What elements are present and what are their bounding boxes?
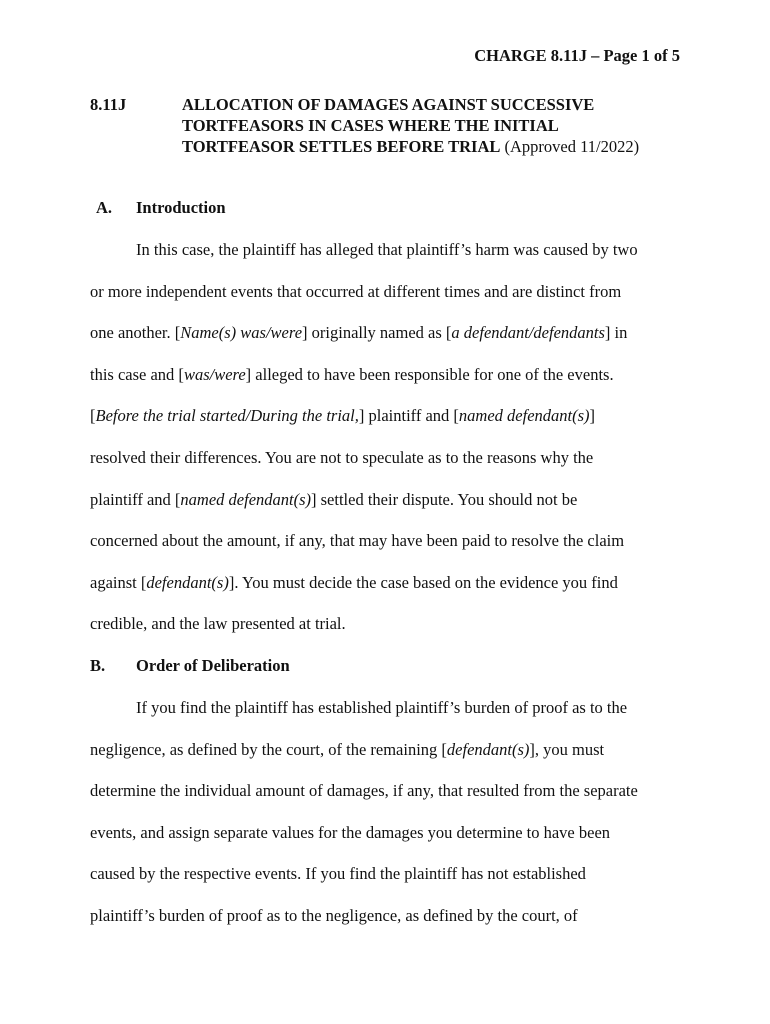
body-text-line bbox=[90, 365, 614, 385]
section-a-title: Introduction bbox=[136, 198, 226, 217]
section-b-title: Order of Deliberation bbox=[136, 656, 290, 675]
text-segment: [ bbox=[90, 406, 96, 426]
text-segment: credible, and the law presented at trial. bbox=[90, 614, 346, 634]
charge-number: 8.11J bbox=[90, 95, 127, 114]
body-text-line bbox=[90, 531, 624, 551]
section-b-heading bbox=[90, 656, 290, 676]
text-segment: ] settled their dispute. You should not be bbox=[311, 489, 578, 509]
body-text-line bbox=[90, 448, 593, 468]
text-segment: caused by the respective events. If you find the plaintiff has not established bbox=[90, 864, 586, 884]
italic-placeholder: defendant(s) bbox=[446, 739, 530, 759]
text-segment: ] originally named as [ bbox=[302, 323, 452, 343]
text-segment: concerned about the amount, if any, that may have been paid to resolve the claim bbox=[90, 531, 625, 551]
text-segment: ] alleged to have been responsible for one of the events. bbox=[245, 364, 614, 384]
charge-title-line-3: TORTFEASOR SETTLES BEFORE TRIAL (Approved 11/2022) bbox=[182, 137, 640, 156]
body-text-line bbox=[90, 573, 618, 593]
body-text-line bbox=[136, 698, 627, 718]
body-text-line bbox=[90, 823, 610, 843]
section-a-letter: A. bbox=[96, 198, 113, 217]
text-segment: In this case, the plaintiff has alleged that plaintiff’s harm was caused by two bbox=[136, 240, 638, 259]
charge-title-line-1: ALLOCATION OF DAMAGES AGAINST SUCCESSIVE bbox=[182, 95, 595, 114]
text-segment: resolved their differences. You are not to speculate as to the reasons why the bbox=[90, 448, 594, 467]
italic-placeholder: a defendant/defendants bbox=[451, 323, 605, 343]
section-a-heading bbox=[96, 198, 226, 218]
text-segment: ] plaintiff and [ bbox=[358, 406, 459, 426]
text-segment: plaintiff and [ bbox=[90, 489, 181, 509]
text-segment: ]. You must decide the case based on the evidence you find bbox=[228, 572, 618, 592]
text-segment: determine the individual amount of damages, if any, that resulted from the separate bbox=[90, 781, 638, 801]
text-segment: or more independent events that occurred at different times and are distinct from bbox=[90, 281, 622, 301]
body-text-line bbox=[90, 282, 621, 302]
text-segment: against [ bbox=[90, 572, 147, 592]
italic-placeholder: named defendant(s) bbox=[180, 489, 312, 509]
text-segment: plaintiff’s burden of proof as to the negligence, as defined by the court, of bbox=[90, 906, 578, 925]
text-segment: If you find the plaintiff has established plaintiff’s burden of proof as to the bbox=[136, 698, 628, 717]
body-text-line bbox=[90, 864, 586, 884]
italic-placeholder: Name(s) was/were bbox=[180, 323, 303, 343]
body-text-line bbox=[90, 490, 577, 510]
approval-date: (Approved 11/2022) bbox=[504, 137, 640, 156]
text-segment: events, and assign separate values for the damages you determine to have been bbox=[90, 822, 611, 842]
body-text-line bbox=[90, 614, 346, 634]
page-header: CHARGE 8.11J – Page 1 of 5 bbox=[474, 46, 680, 65]
charge-title-line-2: TORTFEASORS IN CASES WHERE THE INITIAL bbox=[182, 116, 559, 135]
text-segment: ] bbox=[589, 406, 596, 426]
italic-placeholder: was/were bbox=[183, 364, 246, 384]
body-text-line bbox=[90, 781, 638, 801]
charge-title bbox=[182, 94, 692, 157]
body-text-line bbox=[136, 240, 638, 260]
body-text-line bbox=[90, 740, 604, 760]
text-segment: ] in bbox=[604, 323, 628, 343]
text-segment: negligence, as defined by the court, of the remaining [ bbox=[90, 739, 447, 759]
italic-placeholder: defendant(s) bbox=[146, 572, 229, 592]
body-text-line bbox=[90, 323, 627, 343]
text-segment: one another. [ bbox=[90, 323, 181, 343]
text-segment: ], you must bbox=[529, 739, 605, 759]
italic-placeholder: named defendant(s) bbox=[458, 406, 590, 426]
body-text-line bbox=[90, 906, 578, 926]
body-text-line bbox=[90, 406, 595, 426]
section-b-letter: B. bbox=[90, 656, 106, 675]
italic-placeholder: Before the trial started/During the trial, bbox=[95, 406, 359, 426]
text-segment: this case and [ bbox=[90, 364, 184, 384]
